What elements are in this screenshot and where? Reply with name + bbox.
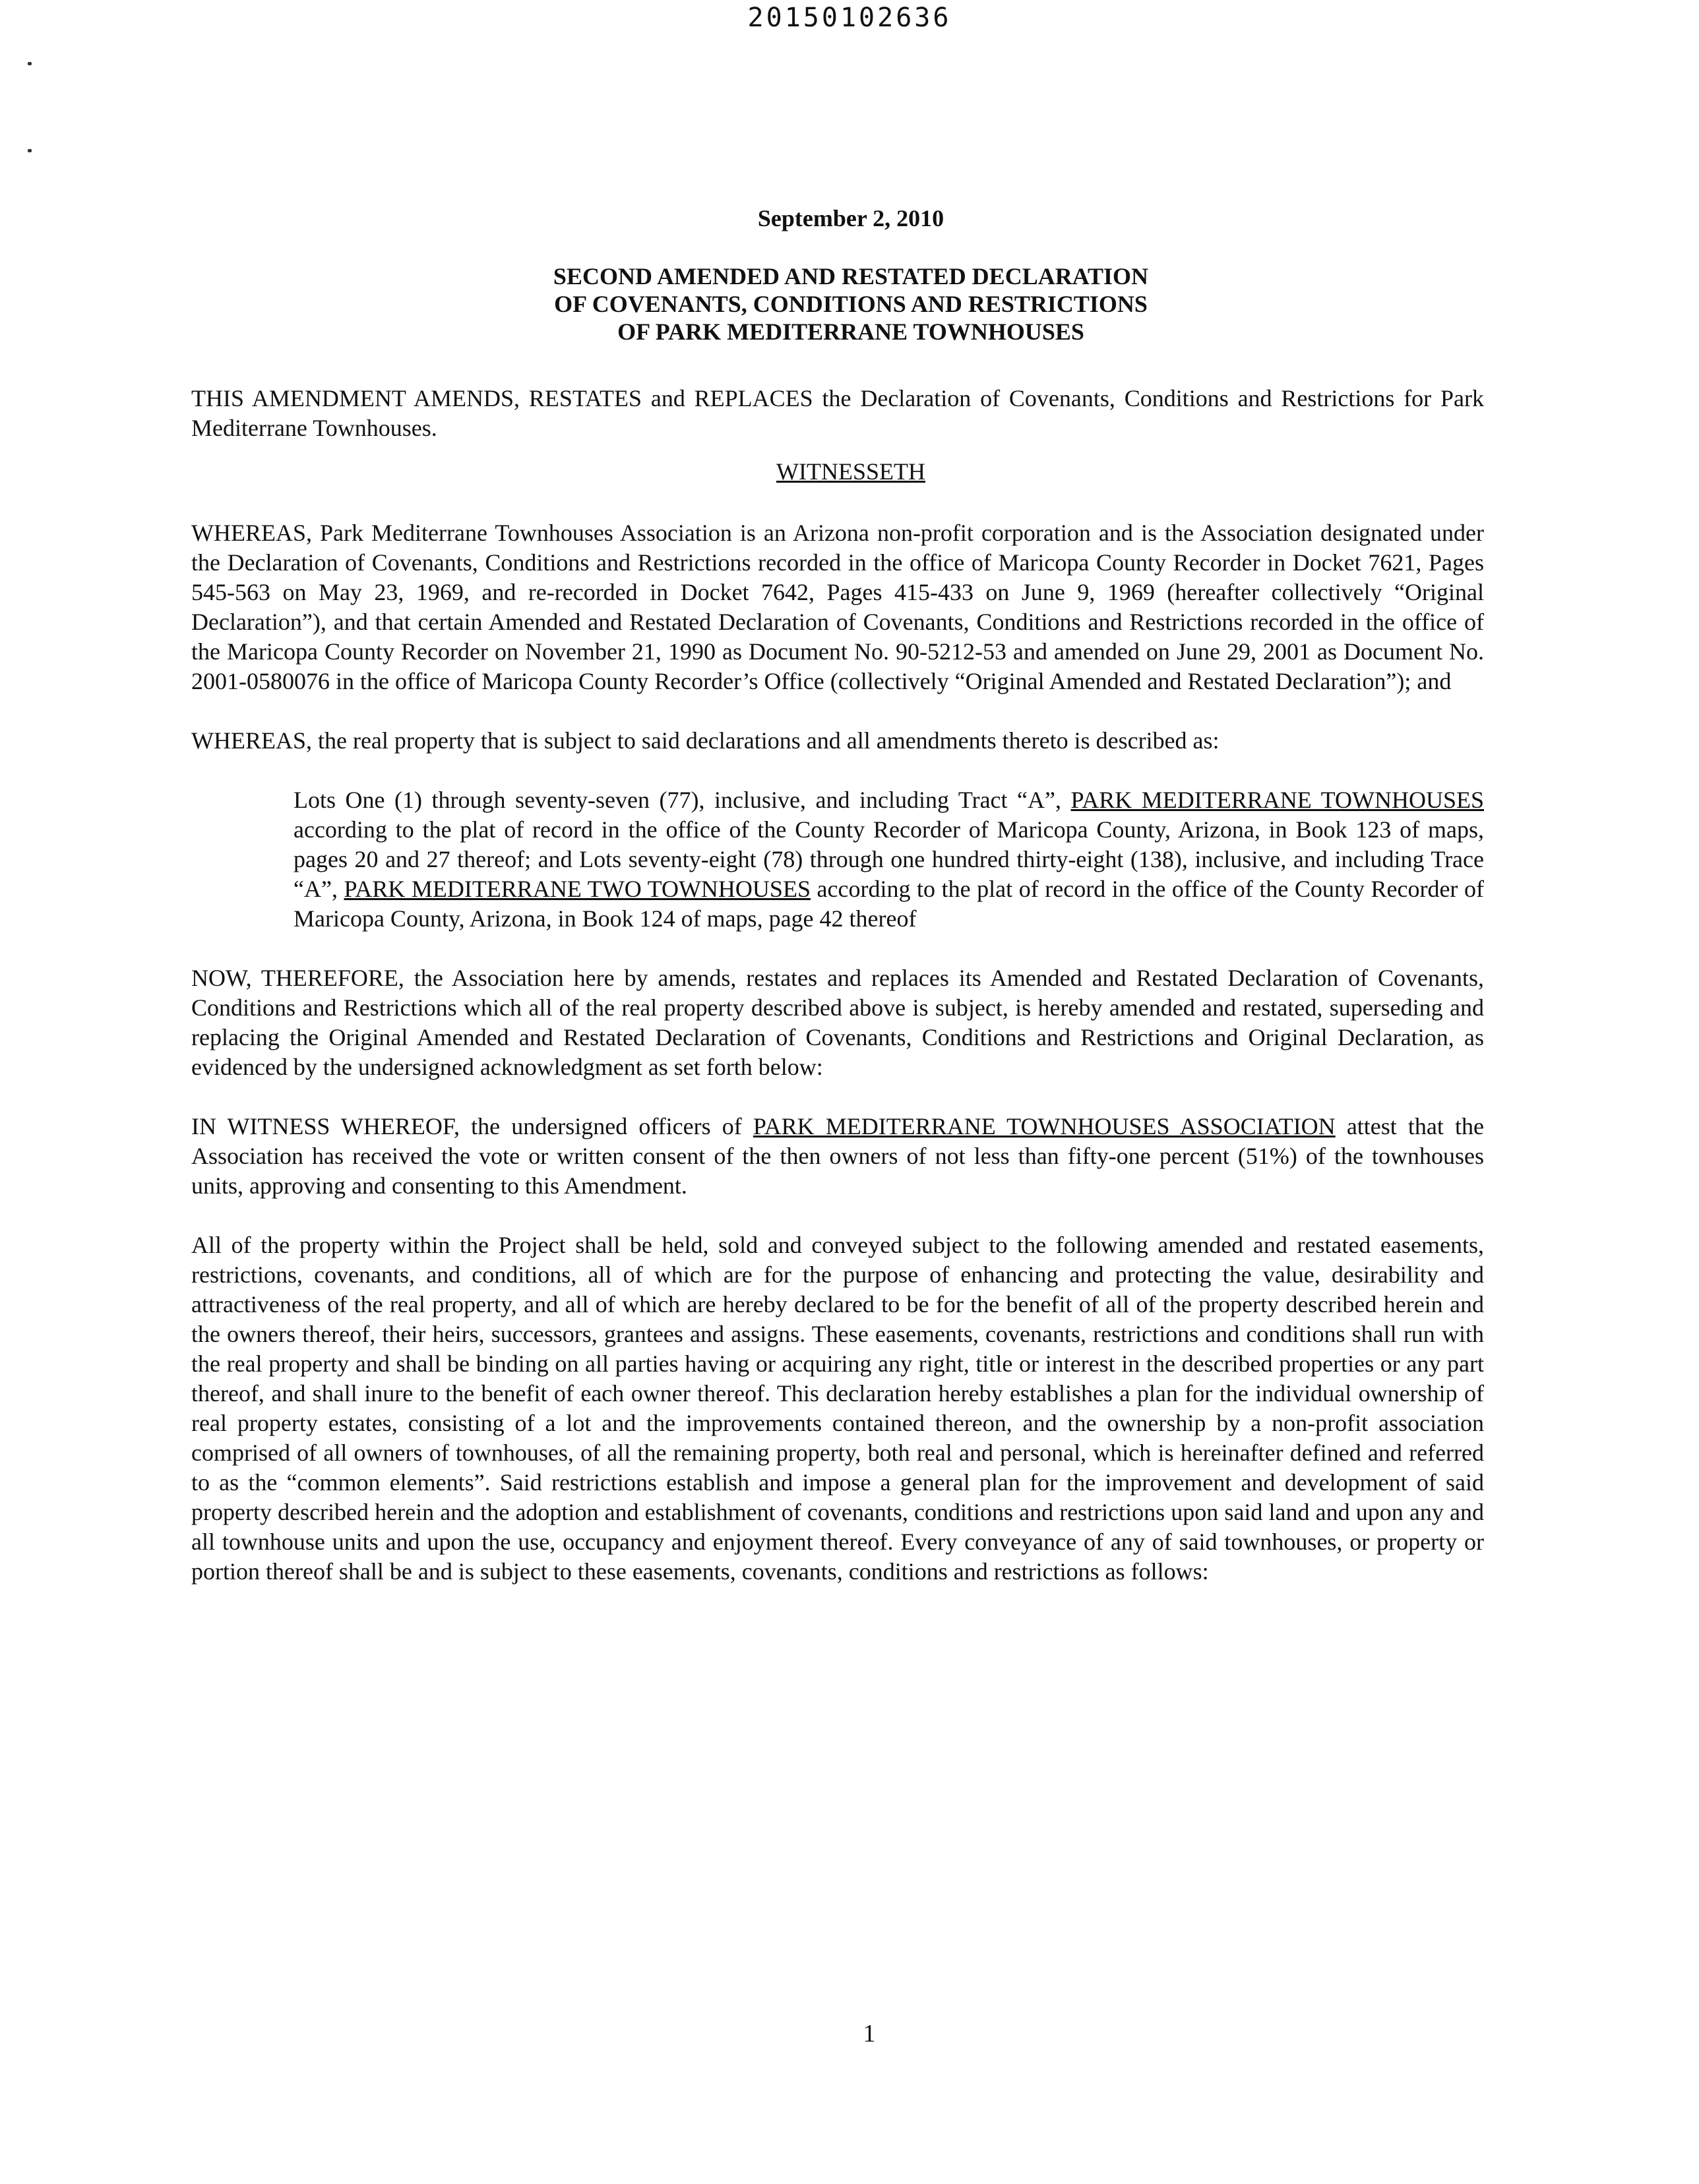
legal-text-1: Lots One (1) through seventy-seven (77), inclusive, and including Tract “A”, — [293, 787, 1071, 813]
legal-plat-name-2: PARK MEDITERRANE TWO TOWNHOUSES — [344, 876, 811, 902]
witness-text-2: attest that the Association has received the vote or written consent of the then owners of not less than fifty-one percent (51%) of the townhouses units, approving and consenting to this Amendment. — [191, 1113, 1484, 1199]
title-line-2: OF COVENANTS, CONDITIONS AND RESTRICTIONS — [554, 291, 1148, 317]
whereas-paragraph-1: WHEREAS, Park Mediterrane Townhouses Association is an Arizona non-profit corporation and is the Association designated under the Declaration of Covenants, Conditions and Restrictions recorded in the office of Maricopa County Recorder in Docket 7621, Pages 545-563 on May 23, 1969, and re-recorded in Docket 7642, Pages 415-433 on June 9, 1969 (hereafter collectively “Original Declaration”), and that certain Amended and Restated Declaration of Covenants, Conditions and Restrictions recorded in the office of the Maricopa County Recorder on November 21, 1990 as Document No. 90-5212-53 and amended on June 29, 2001 as Document No. 2001-0580076 in the office of Maricopa County Recorder’s Office (collectively “Original Amended and Restated Declaration”); and — [191, 520, 1484, 694]
whereas-paragraph-2: WHEREAS, the real property that is subject to said declarations and all amendments thereto is described as: — [191, 727, 1220, 754]
property-paragraph: All of the property within the Project shall be held, sold and conveyed subject to the following amended and restated easements, restrictions, covenants, and conditions, all of which are for the purpose of enhancing and protecting the value, desirability and attractiveness of the real property, and all of which are hereby declared to be for the benefit of all of the property described herein and the owners thereof, their heirs, successors, grantees and assigns. These easements, covenants, restrictions and conditions shall run with the real property and shall be binding on all parties having or acquiring any right, title or interest in the described properties or any part thereof, and shall inure to the benefit of each owner thereof. This declaration hereby establishes a plan for the individual ownership of real property estates, consisting of a lot and the improvements contained thereon, and the ownership by a non-profit association comprised of all owners of townhouses, of all the remaining property, both real and personal, which is hereinafter defined and referred to as the “common elements”. Said restrictions establish and impose a general plan for the improvement and development of said property described herein and the adoption and establishment of covenants, conditions and restrictions upon said land and upon any and all townhouse units and upon the use, occupancy and enjoyment thereof. Every conveyance of any of said townhouses, or property or portion thereof shall be and is subject to these easements, covenants, conditions and restrictions as follows: — [191, 1232, 1484, 1585]
document-date: September 2, 2010 — [757, 205, 944, 231]
title-line-1: SECOND AMENDED AND RESTATED DECLARATION — [553, 263, 1149, 289]
legal-text-2: according to the plat of record in the office of the County Recorder of Maricopa County, Arizona, in Book 123 of maps, pages 20 and 27 thereof; and Lots seventy-eight (78) through one hundred thirty-eight (138), inclusive, and including Trace “A”, — [293, 816, 1484, 902]
scan-speck — [28, 62, 32, 65]
document-title — [191, 262, 1484, 346]
witness-text-1: IN WITNESS WHEREOF, the undersigned officers of — [191, 1113, 753, 1139]
association-name: PARK MEDITERRANE TOWNHOUSES ASSOCIATION — [753, 1113, 1336, 1139]
intro-paragraph: THIS AMENDMENT AMENDS, RESTATES and REPLACES the Declaration of Covenants, Conditions and Restrictions for Park Mediterrane Townhouses. — [191, 385, 1484, 441]
document-body — [191, 204, 1484, 1616]
witnesseth-heading: WITNESSETH — [776, 458, 925, 485]
now-therefore-paragraph: NOW, THEREFORE, the Association here by amends, restates and replaces its Amended and Restated Declaration of Covenants, Conditions and Restrictions which all of the real property described above is subject, is hereby amended and restated, superseding and replacing the Original Amended and Restated Declaration of Covenants, Conditions and Restrictions and Original Declaration, as evidenced by the undersigned acknowledgment as set forth below: — [191, 965, 1484, 1080]
recording-number: 20150102636 — [747, 3, 952, 33]
legal-plat-name-1: PARK MEDITERRANE TOWNHOUSES — [1070, 787, 1484, 813]
title-line-3: OF PARK MEDITERRANE TOWNHOUSES — [617, 318, 1084, 345]
witness-paragraph — [191, 1112, 1484, 1201]
legal-text-3: according to the plat of record in the office of the County Recorder of Maricopa County, Arizona, in Book 124 of maps, page 42 thereof — [293, 876, 1484, 932]
legal-description — [293, 785, 1484, 934]
scan-speck — [28, 149, 32, 152]
page-number: 1 — [863, 2020, 876, 2048]
